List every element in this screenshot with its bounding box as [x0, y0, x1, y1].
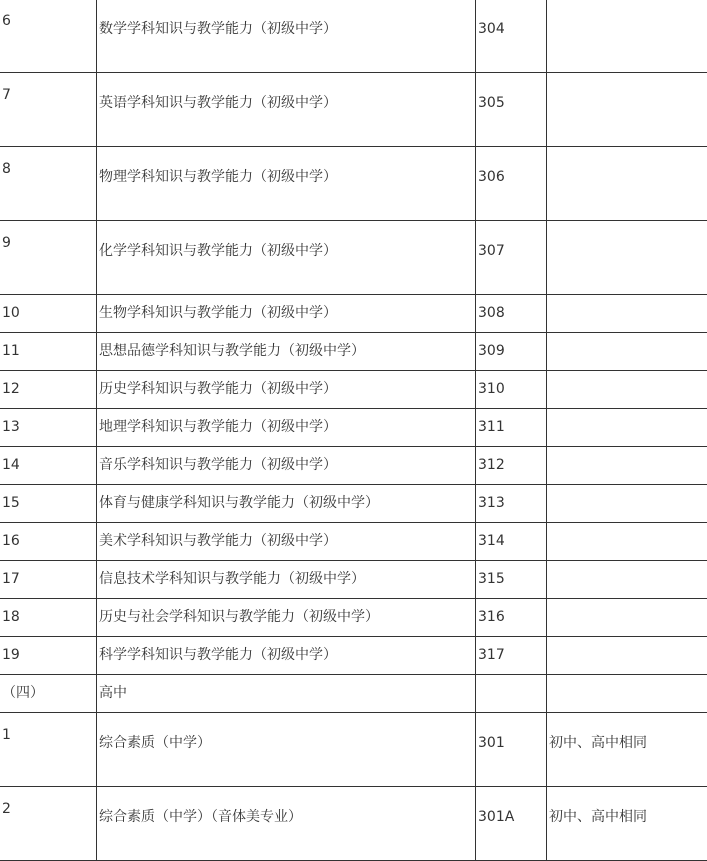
table-row: [0, 599, 707, 637]
subject-code-cell: 304: [476, 0, 547, 73]
table-row: [0, 561, 707, 599]
table-row: [0, 295, 707, 333]
table-row: [0, 0, 707, 73]
subject-name-cell: 数学学科知识与教学能力（初级中学）: [97, 0, 476, 73]
remark-cell: [547, 371, 707, 409]
row-number-cell: 10: [0, 295, 97, 333]
row-number-cell: 19: [0, 637, 97, 675]
remark-cell: [547, 0, 707, 73]
remark-cell: [547, 333, 707, 371]
subject-name-cell: 思想品德学科知识与教学能力（初级中学）: [97, 333, 476, 371]
row-number-cell: 16: [0, 523, 97, 561]
remark-cell: [547, 561, 707, 599]
subject-code-cell: 305: [476, 73, 547, 147]
subject-name-cell: 历史与社会学科知识与教学能力（初级中学）: [97, 599, 476, 637]
remark-cell: [547, 523, 707, 561]
table-row: [0, 637, 707, 675]
remark-cell: 初中、高中相同: [547, 713, 707, 787]
row-number-cell: 2: [0, 787, 97, 861]
table-row: [0, 147, 707, 221]
row-number-cell: 17: [0, 561, 97, 599]
subject-code-cell: 311: [476, 409, 547, 447]
row-number-cell: （四）: [0, 675, 97, 713]
subject-code-cell: 316: [476, 599, 547, 637]
table-row: [0, 371, 707, 409]
table-row: [0, 73, 707, 147]
row-number-cell: 12: [0, 371, 97, 409]
row-number-cell: 11: [0, 333, 97, 371]
subject-code-cell: 301: [476, 713, 547, 787]
subject-code-cell: [476, 675, 547, 713]
remark-cell: [547, 295, 707, 333]
table-row: [0, 333, 707, 371]
subject-code-cell: 310: [476, 371, 547, 409]
subject-code-cell: 307: [476, 221, 547, 295]
table-row: [0, 713, 707, 787]
subject-code-cell: 306: [476, 147, 547, 221]
remark-cell: [547, 599, 707, 637]
table-row: [0, 447, 707, 485]
subject-code-cell: 317: [476, 637, 547, 675]
subject-name-cell: 物理学科知识与教学能力（初级中学）: [97, 147, 476, 221]
subject-name-cell: 英语学科知识与教学能力（初级中学）: [97, 73, 476, 147]
subject-name-cell: 信息技术学科知识与教学能力（初级中学）: [97, 561, 476, 599]
subject-code-cell: 312: [476, 447, 547, 485]
row-number-cell: 15: [0, 485, 97, 523]
remark-cell: [547, 485, 707, 523]
subject-name-cell: 科学学科知识与教学能力（初级中学）: [97, 637, 476, 675]
subject-name-cell: 综合素质（中学）: [97, 713, 476, 787]
remark-cell: [547, 221, 707, 295]
subject-code-cell: 314: [476, 523, 547, 561]
table-row: [0, 409, 707, 447]
row-number-cell: 14: [0, 447, 97, 485]
subject-name-cell: 历史学科知识与教学能力（初级中学）: [97, 371, 476, 409]
subject-name-cell: 生物学科知识与教学能力（初级中学）: [97, 295, 476, 333]
subject-name-cell: 综合素质（中学）（音体美专业）: [97, 787, 476, 861]
row-number-cell: 7: [0, 73, 97, 147]
remark-cell: 初中、高中相同: [547, 787, 707, 861]
subject-code-cell: 315: [476, 561, 547, 599]
subject-name-cell: 地理学科知识与教学能力（初级中学）: [97, 409, 476, 447]
row-number-cell: 13: [0, 409, 97, 447]
table-row: [0, 523, 707, 561]
subject-name-cell: 音乐学科知识与教学能力（初级中学）: [97, 447, 476, 485]
subject-code-cell: 309: [476, 333, 547, 371]
table-row: [0, 221, 707, 295]
subject-name-cell: 高中: [97, 675, 476, 713]
row-number-cell: 6: [0, 0, 97, 73]
table-row: [0, 485, 707, 523]
subject-name-cell: 化学学科知识与教学能力（初级中学）: [97, 221, 476, 295]
row-number-cell: 9: [0, 221, 97, 295]
remark-cell: [547, 147, 707, 221]
remark-cell: [547, 637, 707, 675]
row-number-cell: 8: [0, 147, 97, 221]
remark-cell: [547, 447, 707, 485]
table-row: [0, 675, 707, 713]
row-number-cell: 1: [0, 713, 97, 787]
remark-cell: [547, 675, 707, 713]
table-row: [0, 787, 707, 861]
subject-code-cell: 308: [476, 295, 547, 333]
subject-code-cell: 313: [476, 485, 547, 523]
subject-name-cell: 美术学科知识与教学能力（初级中学）: [97, 523, 476, 561]
subject-code-cell: 301A: [476, 787, 547, 861]
remark-cell: [547, 409, 707, 447]
remark-cell: [547, 73, 707, 147]
row-number-cell: 18: [0, 599, 97, 637]
subject-name-cell: 体育与健康学科知识与教学能力（初级中学）: [97, 485, 476, 523]
